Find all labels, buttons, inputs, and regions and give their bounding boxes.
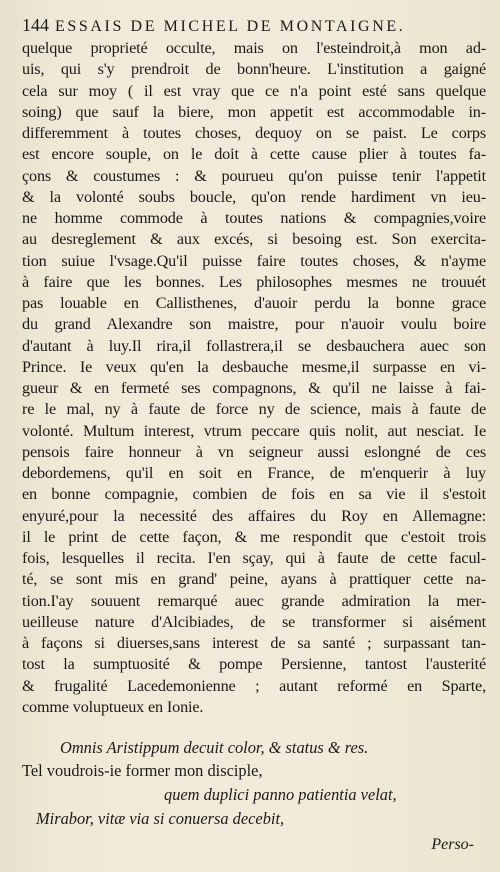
text-line: debordemens, qu'il en soit en France, de m'enquerir à luy (22, 464, 486, 482)
text-line: pas louable en Callisthenes, d'auoir perdu la bonne grace (22, 294, 486, 312)
text-line: au desreglement & aux excés, si besoing est. Son exercita- (22, 230, 486, 249)
text-line: Prince. Ie veux qu'en la desbauche mesme,il surpasse en vi- (22, 357, 486, 376)
text-line: à faire que les bonnes. Les philosophes mesmes ne trouuét (22, 272, 486, 291)
text-line: uis, qui s'y prendroit de bonn'heure. L'institution a gaigné (22, 60, 486, 79)
text-line-disciple: Tel voudrois-ie former mon disciple, (22, 761, 263, 780)
text-line: quelque proprieté occulte, mais on l'esteindroit,à mon ad- (22, 39, 486, 57)
text-line: tost la sumptuosité & pompe Persienne, tantost l'austerité (22, 655, 486, 674)
text-line: soing) que sauf la biere, mon appetit est accommodable in- (22, 102, 486, 121)
page-header (22, 14, 486, 38)
text-line: té, se sont mis en grand' peine, ayans à prattiquer cette na- (22, 570, 486, 589)
verse-quote-1: Omnis Aristippum decuit color, & status & res. (60, 738, 369, 757)
main-text (22, 38, 486, 718)
page-number: 144 (22, 15, 49, 35)
text-line: en bonne compagnie, combien de fois en sa vie il s'estoit (22, 485, 486, 504)
catchword: Perso- (431, 836, 474, 853)
text-line: du grand Alexandre son maistre, pour n'auoir voulu boire (22, 315, 486, 334)
running-title: ESSAIS DE MICHEL DE MONTAIGNE. (55, 18, 406, 35)
text-line: fois, lesquelles il recita. I'en sçay, qui à faute de cette facul- (22, 549, 486, 567)
text-line: & frugalité Lacedemonienne ; autant reformé en Sparte, (22, 676, 486, 695)
verse-quote-3: Mirabor, vitæ via si conuersa decebit, (36, 809, 285, 828)
text-line: tion suiue l'vsage.Qu'il puisse faire toutes choses, & n'ayme (22, 251, 486, 270)
text-line: re le mal, ny à faute de force ny de science, mais à faute de (22, 400, 486, 419)
text-line: à façons si diuerses,sans interest de sa santé ; surpassant tan- (22, 634, 486, 652)
text-line: tion.I'ay souuent remarqué auec grande admiration la mer- (22, 591, 486, 610)
text-line: differemment à toutes choses, dequoy on se paist. Le corps (22, 124, 486, 142)
text-line: ne homme commode à toutes nations & compagnies,voire (22, 209, 486, 227)
text-line: çons & coustumes : & pourueu qu'on puisse tenir l'appetit (22, 166, 486, 185)
text-line: cela sur moy ( il est vray que ce n'a point esté sans quelque (22, 81, 486, 100)
text-line: enyuré,pour la necessité des affaires du Roy en Allemagne: (22, 506, 486, 525)
text-line: & la volonté soubs boucle, qu'on rende hardiment vn ieu- (22, 187, 486, 206)
text-line: volonté. Multum interest, vtrum peccare quis nolit, aut nesciat. Ie (22, 421, 486, 440)
text-line: comme voluptueux en Ionie. (22, 697, 204, 716)
text-line: ueilleuse nature d'Alcibiades, de se transformer si aisément (22, 612, 486, 631)
text-line: pensois faire honneur à vn seigneur aussi eslongné de ces (22, 442, 486, 461)
text-line: gueur & en fermeté ses compagnons, & qu'il ne laisse à fai- (22, 379, 486, 397)
text-line: il le print de cette façon, & me respondit que c'estoit trois (22, 527, 486, 546)
verse-quote-2: quem duplici panno patientia velat, (164, 785, 397, 804)
text-line: est encore souple, on le doit à cette cause plier à toutes fa- (22, 145, 486, 164)
text-line: d'autant à luy.Il rira,il follastrera,il se desbauchera auec son (22, 336, 486, 355)
